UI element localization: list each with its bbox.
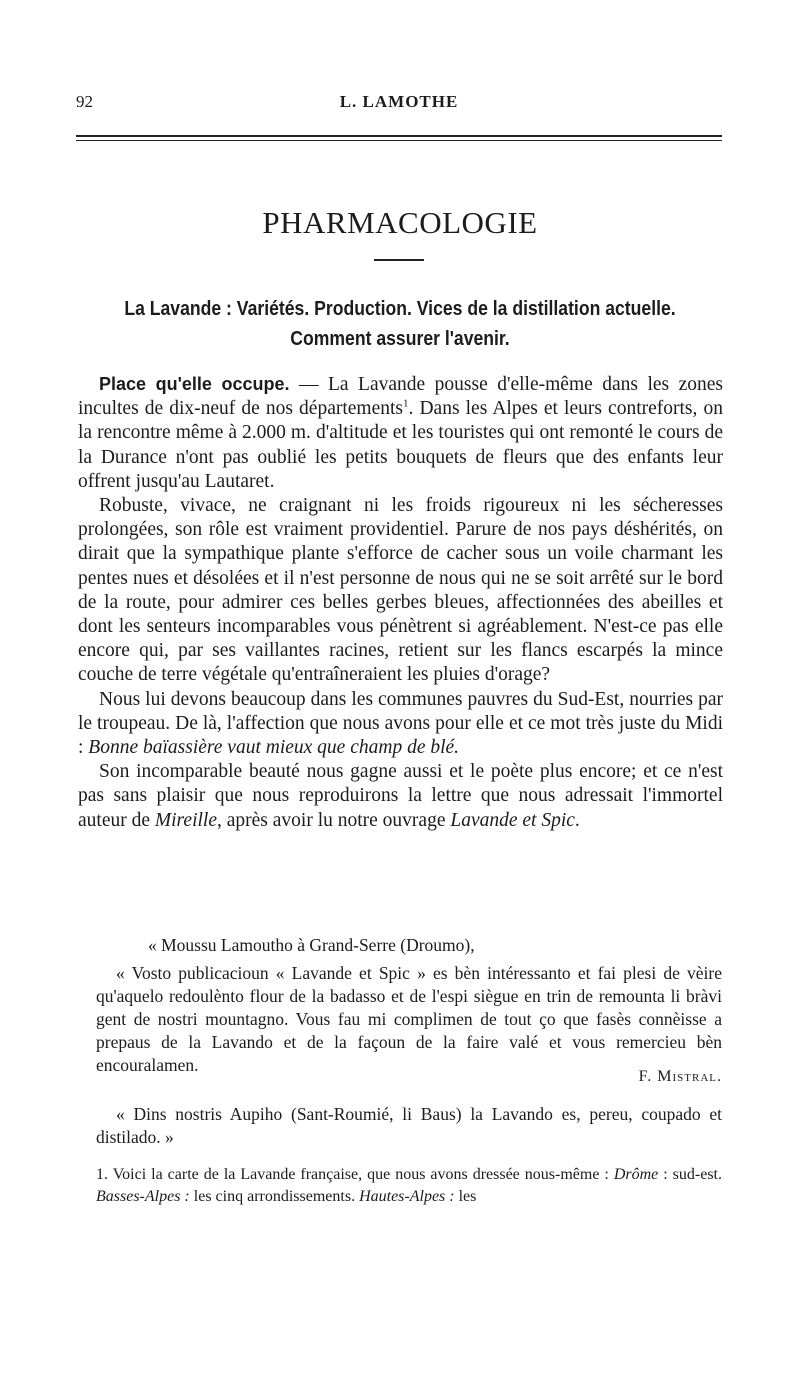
footnote-basses-alpes: Basses-Alpes : [96,1188,190,1205]
paragraph-text: Nous lui devons beaucoup dans les communes pauvres du Sud-Est, nourries par le troupeau. De là, l'affection que nous avons pour elle et ce mot très juste du Midi : [78,688,723,759]
article-body [78,372,723,833]
paragraph-text: , après avoir lu notre ouvrage [216,809,451,831]
letter-text: « Vosto publicacioun « Lavande et Spic » es bèn intéressanto et fai plesi de vèire qu'aquelo redoulènto flour de la badasso et de l'espi siègue en trin de remounta li bràvi gent de nostri mountagno. Vous fau mi complimen de tout ço que fasès connèisse a prepaus de la Lavando et de la façoun de la faire valé et vous remercieu bèn encouralamen. [96,963,722,1075]
footnote-part: les cinq arrondissements. [189,1188,360,1205]
header-double-rule [76,135,722,141]
footnote-hautes-alpes: Hautes-Alpes : [359,1188,455,1205]
section-title: PHARMACOLOGIE [262,205,538,240]
second-quote [96,1103,722,1149]
page-header [76,92,722,116]
paragraph-text: . [574,809,580,831]
proverb: Bonne baïassière vaut mieux que champ de blé. [88,737,460,759]
letter-signature [639,1068,722,1086]
footnote-part: 1. Voici la carte de la Lavande française, que nous avons dressée nous-même : [96,1166,614,1183]
paragraph-text: — La Lavande pousse d'elle-même dans les zones incultes de dix-neuf de nos départements [78,374,723,420]
footnote-text [96,1164,722,1208]
paragraph-2: Robuste, vivace, ne craignant ni les froids rigoureux ni les sécheresses prolongées, son rôle est vraiment providentiel. Parure de nos pays déshérités, on dirait que la sympathique plante s'efforce de cacher sous un voile charmant les pentes nues et désolées et il n'est personne de nous qui ne se soit arrêté sur le bord de la route, pour admirer ces belles gerbes bleues, affectionnées des abeilles et dont les senteurs incomparables vous pénètrent si agréablement. N'est-ce pas elle encore qui, par ses vaillantes racines, retient sur les flancs escarpés la mince couche de terre végétale qu'entraîneraient les pluies d'orage? [78,495,723,686]
article-subtitle-line-1: La Lavande : Variétés. Production. Vices de la distillation actuelle. [124,298,676,320]
page-number: 92 [76,92,93,111]
paragraph-lead: Place qu'elle occupe. [99,374,290,394]
footnote-marker: 1 [403,397,409,410]
work-title-mireille: Mireille [154,809,217,831]
title-divider [374,259,424,261]
signature-name: istral. [672,1068,722,1085]
running-title: L. LAMOTHE [339,92,459,111]
paragraph-4 [78,760,723,833]
footnote-part: les [454,1188,477,1205]
work-title-lavande-et-spic: Lavande et Spic [450,809,575,831]
paragraph-1 [78,372,723,494]
signature-initial: F. M [638,1068,673,1085]
second-quote-text: « Dins nostris Aupiho (Sant-Roumié, li Baus) la Lavando es, pereu, coupado et distilado. » [96,1104,722,1147]
paragraph-text: Son incomparable beauté nous gagne aussi et le poète plus encore; et ce n'est pas sans plaisir que nous reproduirons la lettre que nous adressait l'immortel auteur de [78,761,723,831]
letter-body [96,962,722,1077]
footnote-part: : sud-est. [658,1166,722,1183]
footnote-drome: Drôme [613,1166,659,1183]
paragraph-3 [78,688,723,761]
footnote [96,1164,722,1208]
paragraph-text: . Dans les Alpes et leurs contreforts, on la rencontre même à 2.000 m. d'altitude et les touristes qui ont remonté le cours de la Durance n'ont pas oublié les petits bouquets de fleurs que des enfants leur offrent jusqu'au Lautaret. [78,398,723,492]
article-subtitle-line-2: Comment assurer l'avenir. [290,328,510,350]
letter-salutation: « Moussu Lamoutho à Grand-Serre (Droumo), [148,935,475,955]
